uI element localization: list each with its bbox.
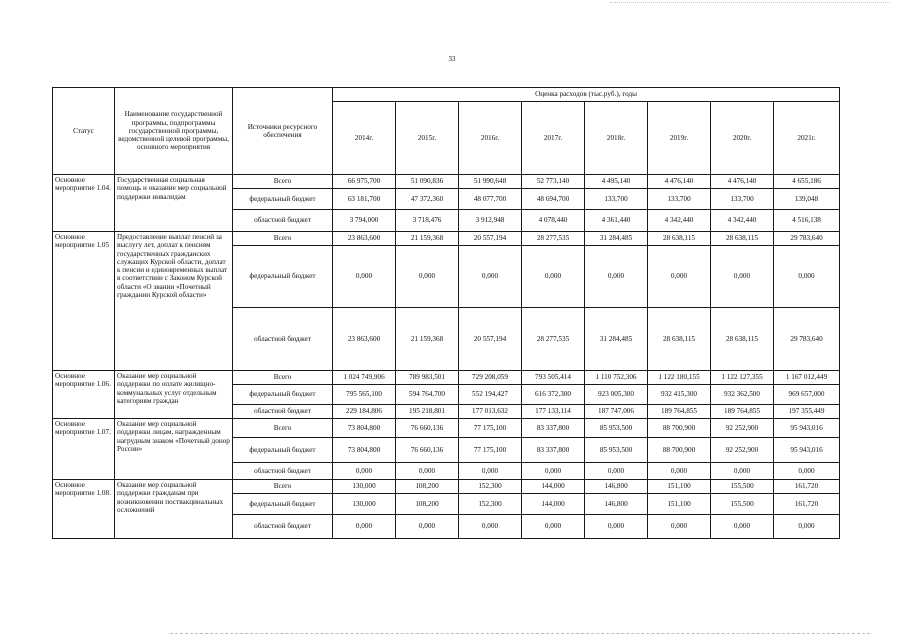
funding-source: областной бюджет — [233, 515, 333, 539]
amount-cell: 0,000 — [648, 515, 711, 539]
amount-cell: 0,000 — [333, 246, 396, 308]
amount-cell: 0,000 — [396, 463, 459, 480]
header-year: 2015г. — [396, 102, 459, 175]
amount-cell: 21 159,368 — [396, 308, 459, 371]
measure-status: Основное мероприятие 1.04. — [53, 175, 115, 232]
amount-cell: 0,000 — [711, 515, 774, 539]
amount-cell: 4 655,186 — [774, 175, 840, 189]
amount-cell: 0,000 — [774, 515, 840, 539]
amount-cell: 594 764,700 — [396, 385, 459, 405]
amount-cell: 48 077,700 — [459, 189, 522, 210]
table-row — [53, 480, 840, 494]
amount-cell: 932 362,500 — [711, 385, 774, 405]
measure-status: Основное мероприятие 1.05 — [53, 232, 115, 371]
header-year: 2018г. — [585, 102, 648, 175]
funding-source: Всего — [233, 419, 333, 438]
amount-cell: 0,000 — [522, 246, 585, 308]
amount-cell: 95 943,016 — [774, 419, 840, 438]
measure-name: Государственная социальная помощь и оказание мер социальной поддержки инвалидам — [115, 175, 233, 232]
amount-cell: 146,800 — [585, 494, 648, 515]
expenses-table-container — [52, 87, 839, 539]
header-status: Статус — [53, 88, 115, 175]
amount-cell: 83 337,800 — [522, 438, 585, 463]
measure-status: Основное мероприятие 1.06. — [53, 371, 115, 419]
amount-cell: 66 975,700 — [333, 175, 396, 189]
amount-cell: 108,200 — [396, 494, 459, 515]
measure-name: Предоставление выплат пенсий за выслугу лет, доплат к пенсиям государственных гражданских служащих Курской области, доплат к пенсии и единовременных выплат в соответствии с Законом Курской области «О звании «Почетный гражданин Курской области» — [115, 232, 233, 371]
header-source: Источники ресурсного обеспечения — [233, 88, 333, 175]
header-year: 2017г. — [522, 102, 585, 175]
funding-source: областной бюджет — [233, 405, 333, 419]
header-year: 2021г. — [774, 102, 840, 175]
amount-cell: 3 912,948 — [459, 210, 522, 232]
amount-cell: 4 476,140 — [711, 175, 774, 189]
amount-cell: 47 372,360 — [396, 189, 459, 210]
amount-cell: 20 557,194 — [459, 232, 522, 246]
header-estimate: Оценка расходов (тыс.руб.), годы — [333, 88, 840, 102]
amount-cell: 0,000 — [774, 463, 840, 480]
amount-cell: 0,000 — [396, 246, 459, 308]
page-number: 33 — [448, 55, 456, 63]
funding-source: федеральный бюджет — [233, 438, 333, 463]
amount-cell: 0,000 — [522, 515, 585, 539]
amount-cell: 0,000 — [333, 515, 396, 539]
amount-cell: 0,000 — [585, 515, 648, 539]
amount-cell: 151,100 — [648, 494, 711, 515]
scan-top-artifact — [610, 2, 890, 4]
amount-cell: 139,048 — [774, 189, 840, 210]
amount-cell: 133,700 — [585, 189, 648, 210]
table-row — [53, 371, 840, 385]
measure-name: Оказание мер социальной поддержки по оплате жилищно-коммунальных услуг отдельным категориям граждан — [115, 371, 233, 419]
amount-cell: 88 700,900 — [648, 438, 711, 463]
funding-source: Всего — [233, 480, 333, 494]
amount-cell: 51 090,836 — [396, 175, 459, 189]
amount-cell: 187 747,006 — [585, 405, 648, 419]
header-year: 2016г. — [459, 102, 522, 175]
amount-cell: 20 557,194 — [459, 308, 522, 371]
amount-cell: 83 337,800 — [522, 419, 585, 438]
funding-source: областной бюджет — [233, 463, 333, 480]
amount-cell: 0,000 — [711, 246, 774, 308]
amount-cell: 969 657,000 — [774, 385, 840, 405]
amount-cell: 88 700,900 — [648, 419, 711, 438]
amount-cell: 48 694,700 — [522, 189, 585, 210]
funding-source: федеральный бюджет — [233, 494, 333, 515]
amount-cell: 77 175,100 — [459, 419, 522, 438]
amount-cell: 729 208,059 — [459, 371, 522, 385]
amount-cell: 4 476,140 — [648, 175, 711, 189]
amount-cell: 4 342,440 — [711, 210, 774, 232]
amount-cell: 28 277,535 — [522, 308, 585, 371]
funding-source: областной бюджет — [233, 210, 333, 232]
amount-cell: 189 764,855 — [648, 405, 711, 419]
amount-cell: 76 660,136 — [396, 438, 459, 463]
amount-cell: 28 638,115 — [648, 232, 711, 246]
funding-source: федеральный бюджет — [233, 246, 333, 308]
amount-cell: 133,700 — [648, 189, 711, 210]
amount-cell: 3 718,476 — [396, 210, 459, 232]
amount-cell: 4 516,138 — [774, 210, 840, 232]
amount-cell: 92 252,900 — [711, 419, 774, 438]
amount-cell: 1 122 127,355 — [711, 371, 774, 385]
funding-source: федеральный бюджет — [233, 385, 333, 405]
amount-cell: 152,300 — [459, 494, 522, 515]
amount-cell: 31 284,485 — [585, 308, 648, 371]
amount-cell: 0,000 — [522, 463, 585, 480]
measure-name: Оказание мер социальной поддержки гражданам при возникновении поствакцинальных осложнений — [115, 480, 233, 539]
amount-cell: 152,300 — [459, 480, 522, 494]
amount-cell: 95 943,016 — [774, 438, 840, 463]
amount-cell: 0,000 — [774, 246, 840, 308]
amount-cell: 789 983,501 — [396, 371, 459, 385]
amount-cell: 161,720 — [774, 480, 840, 494]
measure-name: Оказание мер социальной поддержки лицам, награжденным нагрудным знаком «Почетный донор России» — [115, 419, 233, 480]
amount-cell: 28 277,535 — [522, 232, 585, 246]
amount-cell: 0,000 — [585, 246, 648, 308]
amount-cell: 3 794,000 — [333, 210, 396, 232]
table-row — [53, 175, 840, 189]
amount-cell: 1 122 180,155 — [648, 371, 711, 385]
header-year: 2019г. — [648, 102, 711, 175]
amount-cell: 85 953,500 — [585, 419, 648, 438]
amount-cell: 4 495,140 — [585, 175, 648, 189]
amount-cell: 1 024 749,906 — [333, 371, 396, 385]
amount-cell: 0,000 — [396, 515, 459, 539]
amount-cell: 0,000 — [459, 246, 522, 308]
funding-source: Всего — [233, 175, 333, 189]
amount-cell: 51 990,648 — [459, 175, 522, 189]
table-row — [53, 419, 840, 438]
amount-cell: 144,000 — [522, 480, 585, 494]
amount-cell: 0,000 — [333, 463, 396, 480]
funding-source: федеральный бюджет — [233, 189, 333, 210]
amount-cell: 0,000 — [459, 515, 522, 539]
amount-cell: 552 194,427 — [459, 385, 522, 405]
table-row — [53, 232, 840, 246]
amount-cell: 177 133,114 — [522, 405, 585, 419]
scan-bottom-artifact — [170, 633, 870, 635]
amount-cell: 31 284,485 — [585, 232, 648, 246]
amount-cell: 0,000 — [711, 463, 774, 480]
header-year: 2020г. — [711, 102, 774, 175]
amount-cell: 932 415,300 — [648, 385, 711, 405]
amount-cell: 151,100 — [648, 480, 711, 494]
amount-cell: 52 773,140 — [522, 175, 585, 189]
measure-status: Основное мероприятие 1.08. — [53, 480, 115, 539]
amount-cell: 793 505,414 — [522, 371, 585, 385]
amount-cell: 795 565,100 — [333, 385, 396, 405]
amount-cell: 29 783,640 — [774, 308, 840, 371]
expenses-table — [52, 87, 840, 539]
amount-cell: 197 355,449 — [774, 405, 840, 419]
amount-cell: 0,000 — [459, 463, 522, 480]
amount-cell: 73 804,800 — [333, 438, 396, 463]
amount-cell: 0,000 — [648, 463, 711, 480]
amount-cell: 130,000 — [333, 480, 396, 494]
measure-status: Основное мероприятие 1.07. — [53, 419, 115, 480]
amount-cell: 144,000 — [522, 494, 585, 515]
amount-cell: 29 783,640 — [774, 232, 840, 246]
amount-cell: 133,700 — [711, 189, 774, 210]
header-name: Наименование государственной программы, подпрограммы государственной программы, ведомственной целевой программы, основного мероприятия — [115, 88, 233, 175]
amount-cell: 177 013,632 — [459, 405, 522, 419]
amount-cell: 28 638,115 — [648, 308, 711, 371]
amount-cell: 155,500 — [711, 480, 774, 494]
amount-cell: 1 167 012,449 — [774, 371, 840, 385]
amount-cell: 130,000 — [333, 494, 396, 515]
amount-cell: 23 863,600 — [333, 232, 396, 246]
amount-cell: 4 342,440 — [648, 210, 711, 232]
header-year: 2014г. — [333, 102, 396, 175]
amount-cell: 4 078,440 — [522, 210, 585, 232]
funding-source: областной бюджет — [233, 308, 333, 371]
amount-cell: 77 175,100 — [459, 438, 522, 463]
amount-cell: 63 181,700 — [333, 189, 396, 210]
funding-source: Всего — [233, 371, 333, 385]
table-header — [53, 88, 840, 175]
amount-cell: 189 764,855 — [711, 405, 774, 419]
amount-cell: 4 361,440 — [585, 210, 648, 232]
amount-cell: 146,800 — [585, 480, 648, 494]
amount-cell: 108,200 — [396, 480, 459, 494]
amount-cell: 161,720 — [774, 494, 840, 515]
amount-cell: 21 159,368 — [396, 232, 459, 246]
amount-cell: 1 110 752,306 — [585, 371, 648, 385]
amount-cell: 76 660,136 — [396, 419, 459, 438]
amount-cell: 195 218,801 — [396, 405, 459, 419]
amount-cell: 923 005,300 — [585, 385, 648, 405]
amount-cell: 85 953,500 — [585, 438, 648, 463]
amount-cell: 28 638,115 — [711, 232, 774, 246]
amount-cell: 28 638,115 — [711, 308, 774, 371]
amount-cell: 73 804,800 — [333, 419, 396, 438]
amount-cell: 23 863,600 — [333, 308, 396, 371]
funding-source: Всего — [233, 232, 333, 246]
amount-cell: 0,000 — [648, 246, 711, 308]
table-body — [53, 175, 840, 539]
amount-cell: 92 252,900 — [711, 438, 774, 463]
amount-cell: 616 372,300 — [522, 385, 585, 405]
amount-cell: 229 184,806 — [333, 405, 396, 419]
amount-cell: 0,000 — [585, 463, 648, 480]
amount-cell: 155,500 — [711, 494, 774, 515]
